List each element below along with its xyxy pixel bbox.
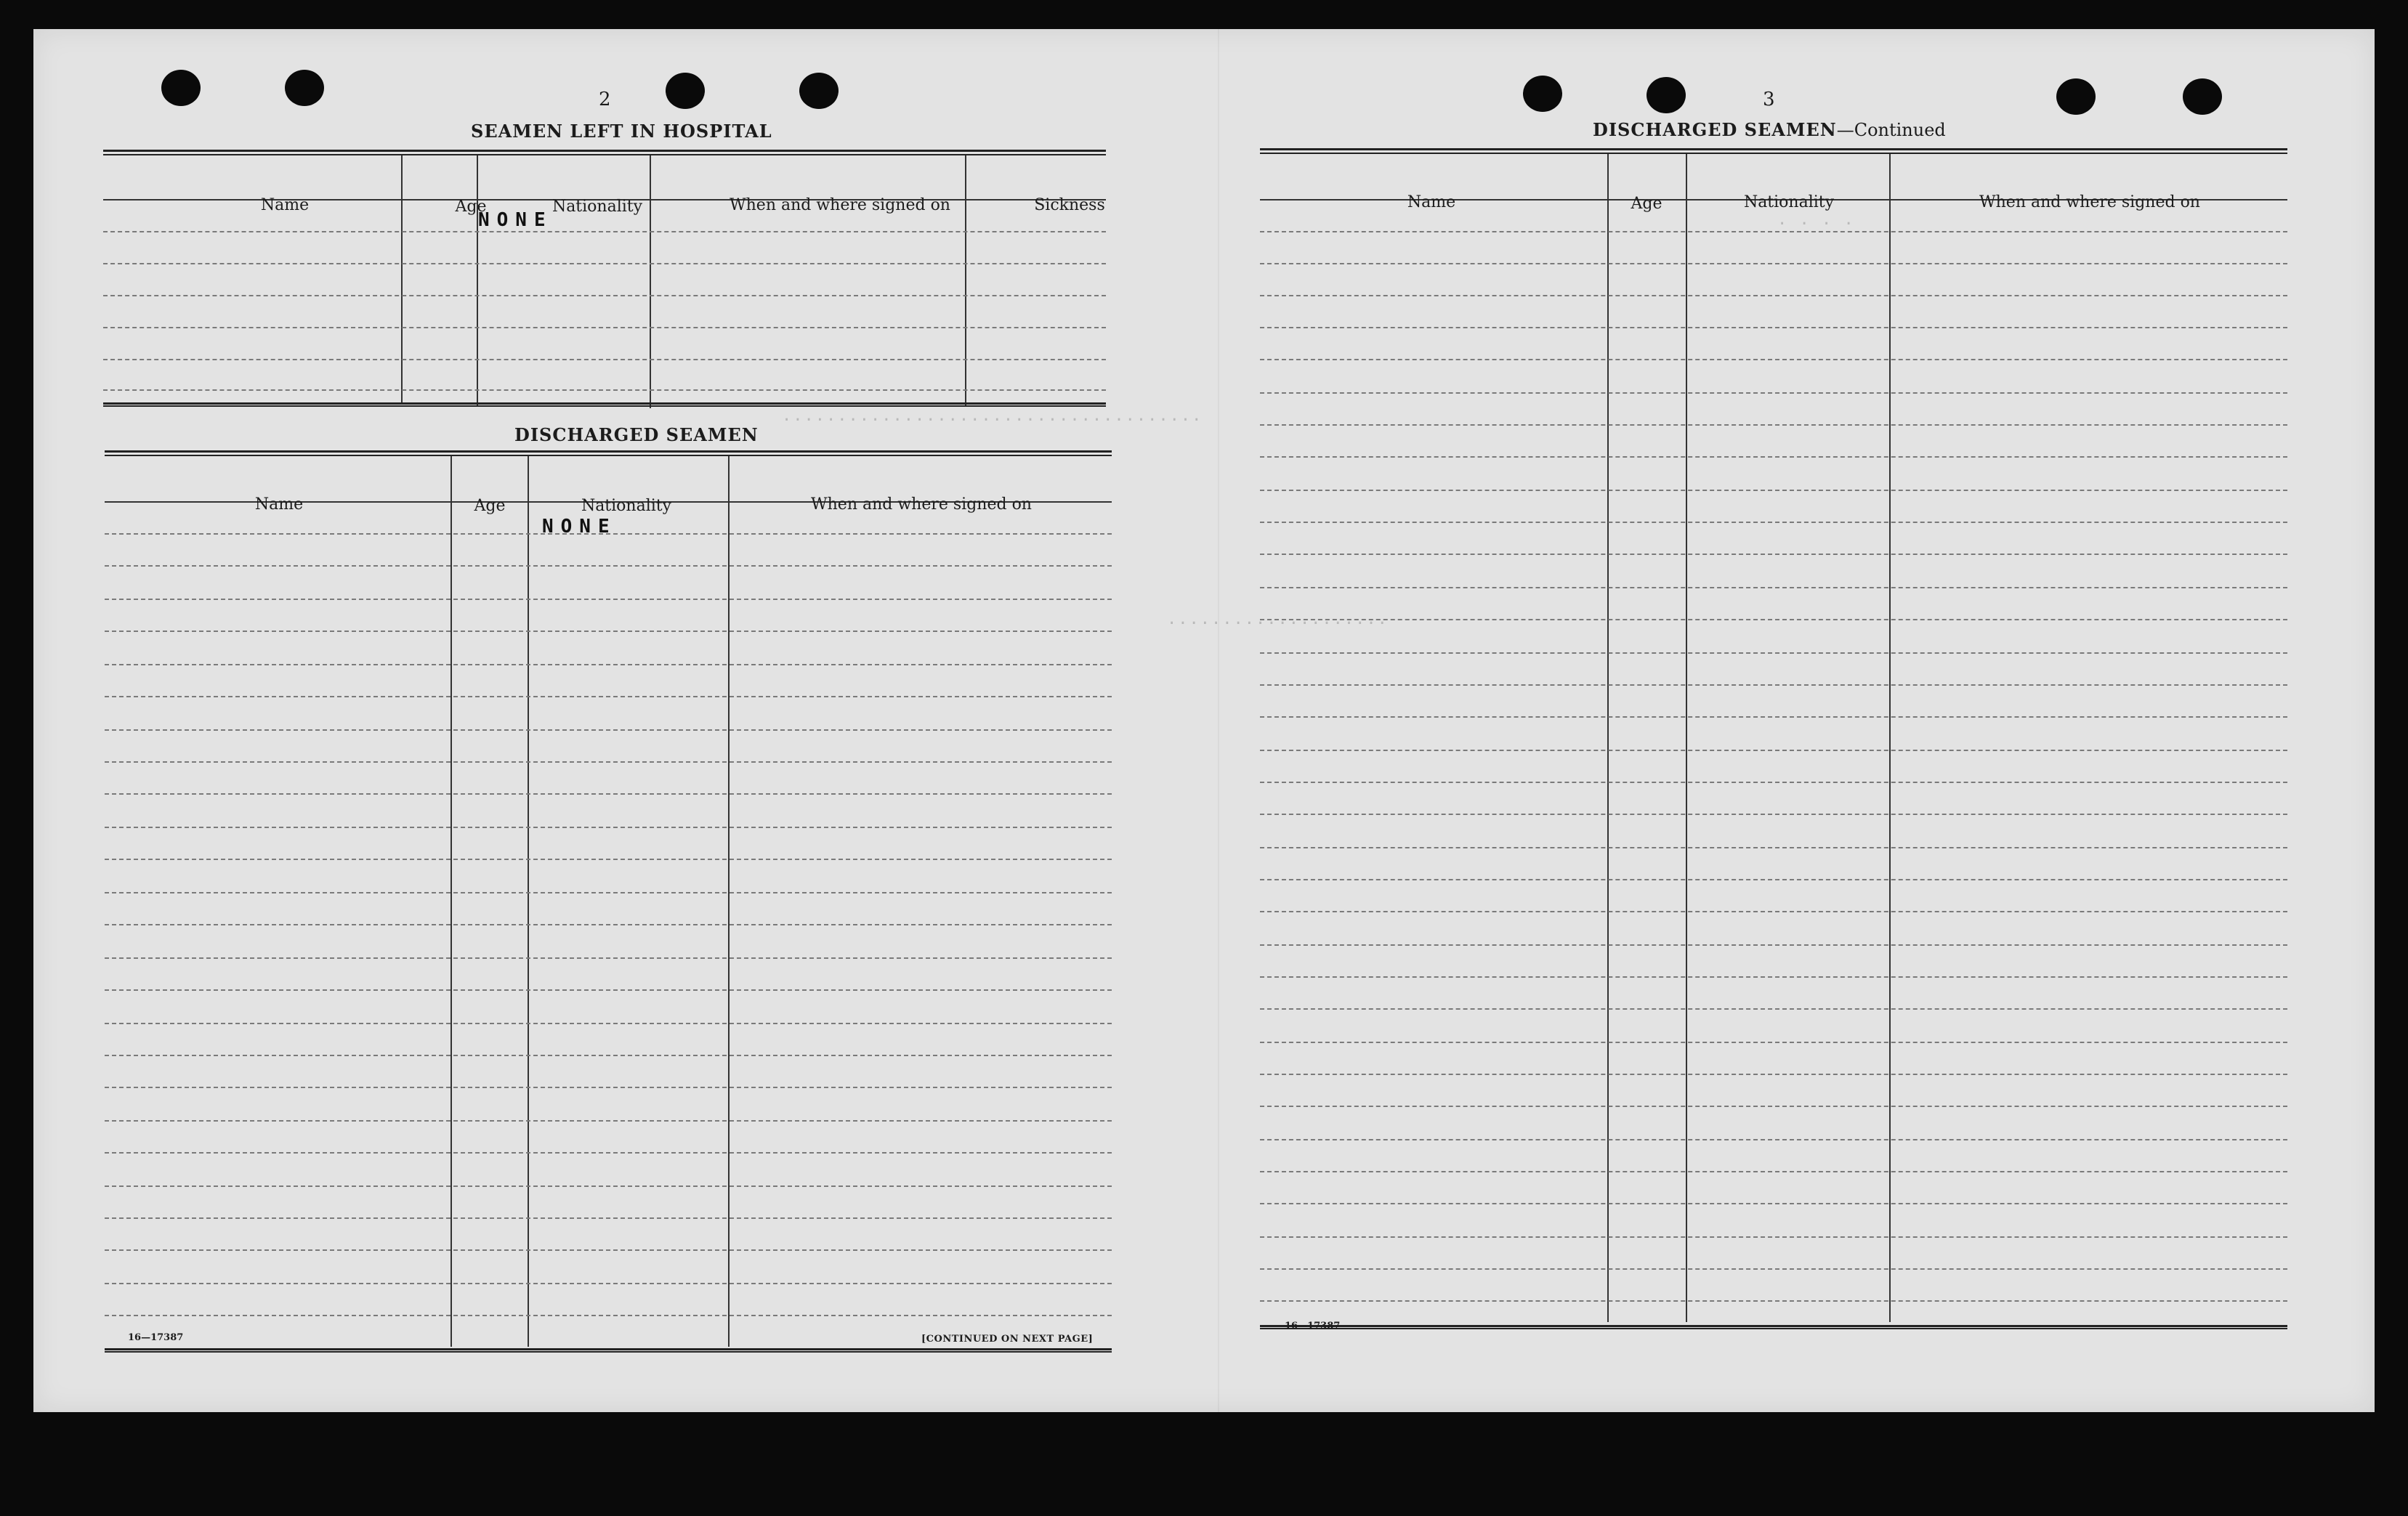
- continued-note: [CONTINUED ON NEXT PAGE]: [921, 1334, 1094, 1345]
- discharged-table: [105, 450, 1112, 1358]
- column-header: Nationality: [1743, 193, 1835, 211]
- column-header: When and where signed on: [730, 196, 950, 214]
- section-title: DISCHARGED SEAMEN: [514, 424, 759, 445]
- section-title-text: DISCHARGED SEAMEN: [1593, 119, 1837, 140]
- page-number: 3: [1763, 89, 1775, 110]
- page-number: 2: [599, 89, 611, 110]
- column-header: Name: [260, 196, 310, 214]
- typed-entry: NONE: [542, 516, 617, 538]
- section-title-suffix: —Continued: [1836, 120, 1946, 140]
- discharged-continued-table: [1260, 148, 2287, 1350]
- typed-entry: NONE: [478, 209, 553, 231]
- column-header: Name: [254, 495, 304, 514]
- column-header: Nationality: [581, 497, 672, 515]
- document-sheet: [33, 29, 2375, 1412]
- column-header: When and where signed on: [811, 495, 1032, 514]
- column-header: Age: [455, 198, 487, 216]
- punch-hole: [1523, 76, 1562, 112]
- punch-hole: [1647, 77, 1686, 113]
- bleed-through-text: ......................................: [782, 407, 1203, 425]
- column-header: Nationality: [552, 198, 643, 216]
- form-number: 16—17387: [1285, 1321, 1341, 1331]
- column-header: Age: [474, 497, 506, 515]
- column-header: When and where signed on: [1979, 193, 2200, 211]
- column-header: Age: [1631, 195, 1662, 213]
- punch-hole: [666, 73, 705, 109]
- hospital-table: [103, 150, 1106, 436]
- form-number: 16—17387: [128, 1332, 184, 1343]
- bleed-through-text: . . . .: [1777, 211, 1855, 229]
- punch-hole: [285, 70, 324, 106]
- page-fold: [1218, 29, 1219, 1412]
- column-header: Sickness: [1034, 196, 1105, 214]
- section-title: SEAMEN LEFT IN HOSPITAL: [471, 121, 772, 142]
- punch-hole: [161, 70, 201, 106]
- punch-hole: [2056, 78, 2096, 115]
- punch-hole: [2183, 78, 2222, 115]
- bleed-through-text: ....................: [1167, 610, 1389, 628]
- punch-hole: [799, 73, 839, 109]
- section-title: [1593, 119, 1946, 140]
- column-header: Name: [1407, 193, 1456, 211]
